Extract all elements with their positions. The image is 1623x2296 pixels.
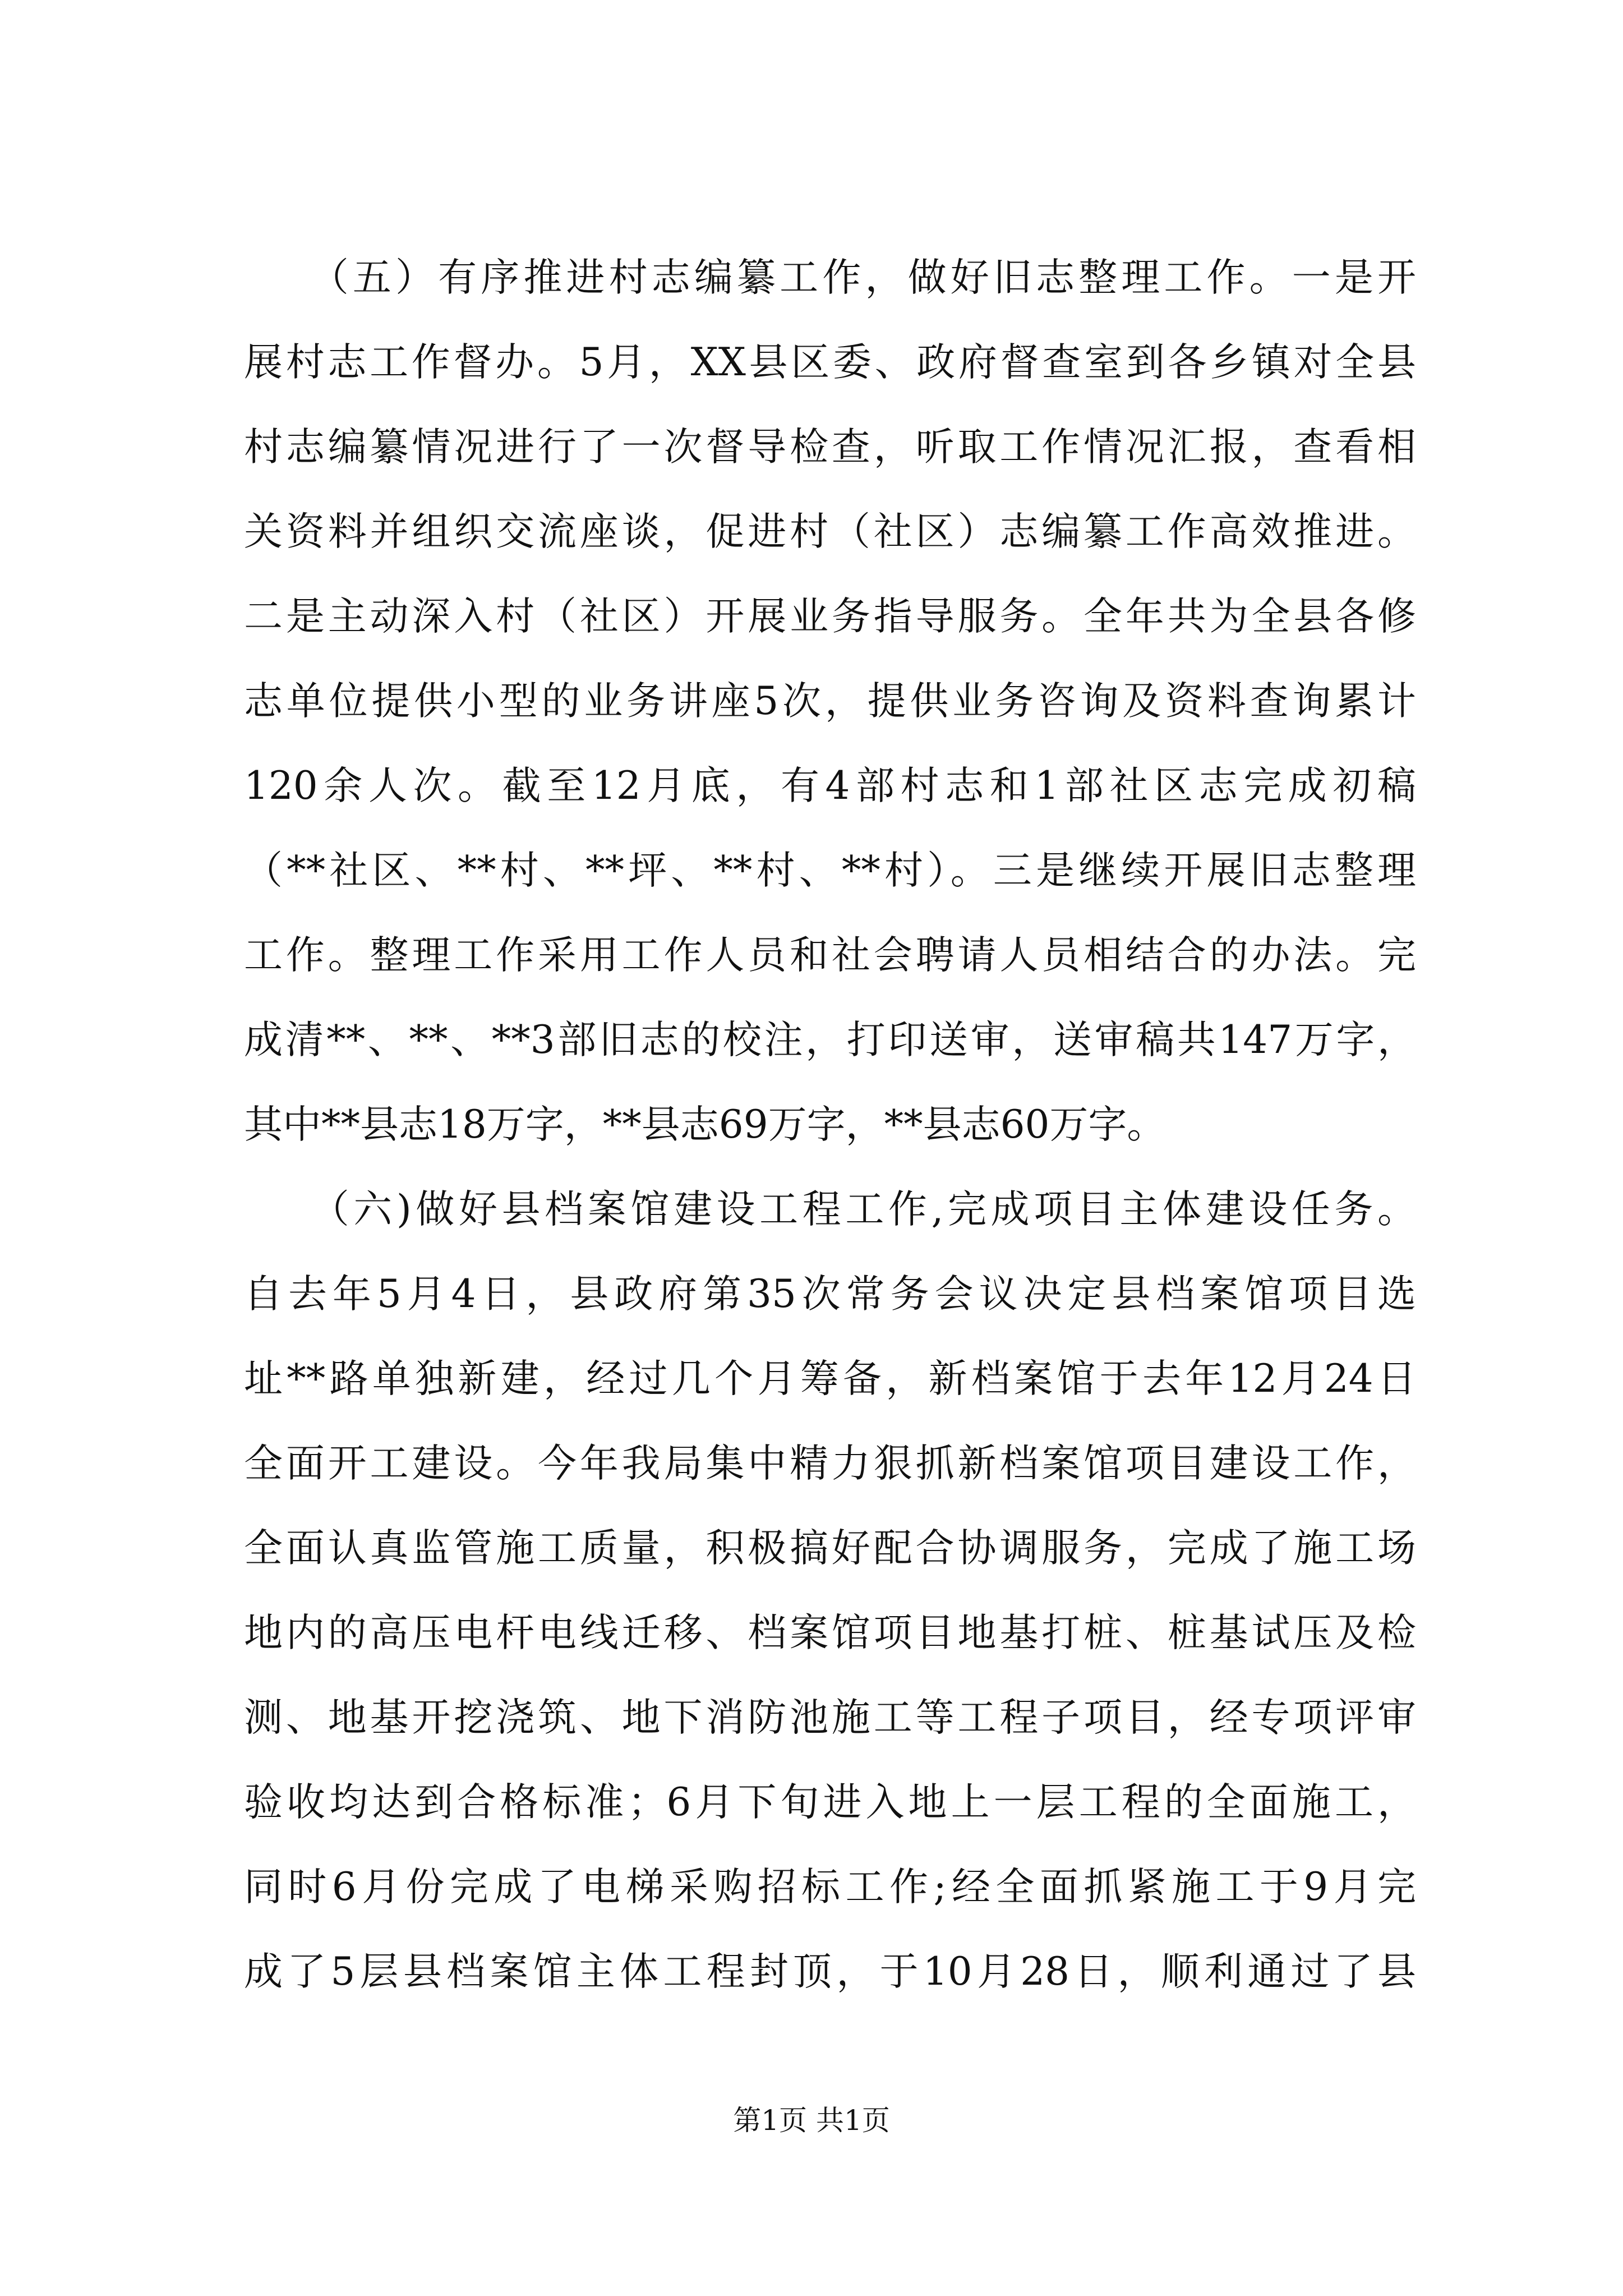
text-line: 同时6月份完成了电梯采购招标工作;经全面抓紧施工于9月完 [244, 1865, 1416, 1910]
text-line: 工作。整理工作采用工作人员和社会聘请人员相结合的办法。完 [244, 933, 1416, 978]
text-line: 成了5层县档案馆主体工程封顶，于10月28日，顺利通过了县 [244, 1949, 1416, 1994]
text-line: 志单位提供小型的业务讲座5次，提供业务咨询及资料查询累计 [244, 679, 1416, 724]
text-line: 成清**、**、**3部旧志的校注，打印送审，送审稿共147万字， [244, 1018, 1416, 1062]
text-line: 址**路单独新建，经过几个月筹备，新档案馆于去年12月24日 [244, 1356, 1416, 1401]
text-line: 测、地基开挖浇筑、地下消防池施工等工程子项目，经专项评审 [244, 1695, 1416, 1740]
text-line: （五）有序推进村志编纂工作，做好旧志整理工作。一是开 [244, 255, 1416, 300]
text-line: （**社区、**村、**坪、**村、**村）。三是继续开展旧志整理 [244, 848, 1416, 893]
text-line: 地内的高压电杆电线迁移、档案馆项目地基打桩、桩基试压及检 [244, 1611, 1416, 1655]
text-line: （六)做好县档案馆建设工程工作,完成项目主体建设任务。 [244, 1187, 1416, 1232]
text-line: 展村志工作督办。5月，XX县区委、政府督查室到各乡镇对全县 [244, 340, 1416, 385]
text-line: 全面开工建设。今年我局集中精力狠抓新档案馆项目建设工作， [244, 1441, 1416, 1486]
document-body [244, 236, 1416, 2014]
text-line: 验收均达到合格标准；6月下旬进入地上一层工程的全面施工， [244, 1780, 1416, 1825]
text-line: 关资料并组织交流座谈，促进村（社区）志编纂工作高效推进。 [244, 509, 1416, 554]
text-line: 其中**县志18万字，**县志69万字，**县志60万字。 [244, 1102, 1166, 1147]
text-line: 村志编纂情况进行了一次督导检查，听取工作情况汇报，查看相 [244, 425, 1416, 470]
text-line: 自去年5月4日，县政府第35次常务会议决定县档案馆项目选 [244, 1272, 1416, 1317]
text-line: 二是主动深入村（社区）开展业务指导服务。全年共为全县各修 [244, 594, 1416, 639]
page-footer: 第1页 共1页 [733, 2104, 890, 2137]
text-line: 120余人次。截至12月底，有4部村志和1部社区志完成初稿 [244, 763, 1416, 808]
text-line: 全面认真监管施工质量，积极搞好配合协调服务，完成了施工场 [244, 1526, 1416, 1571]
